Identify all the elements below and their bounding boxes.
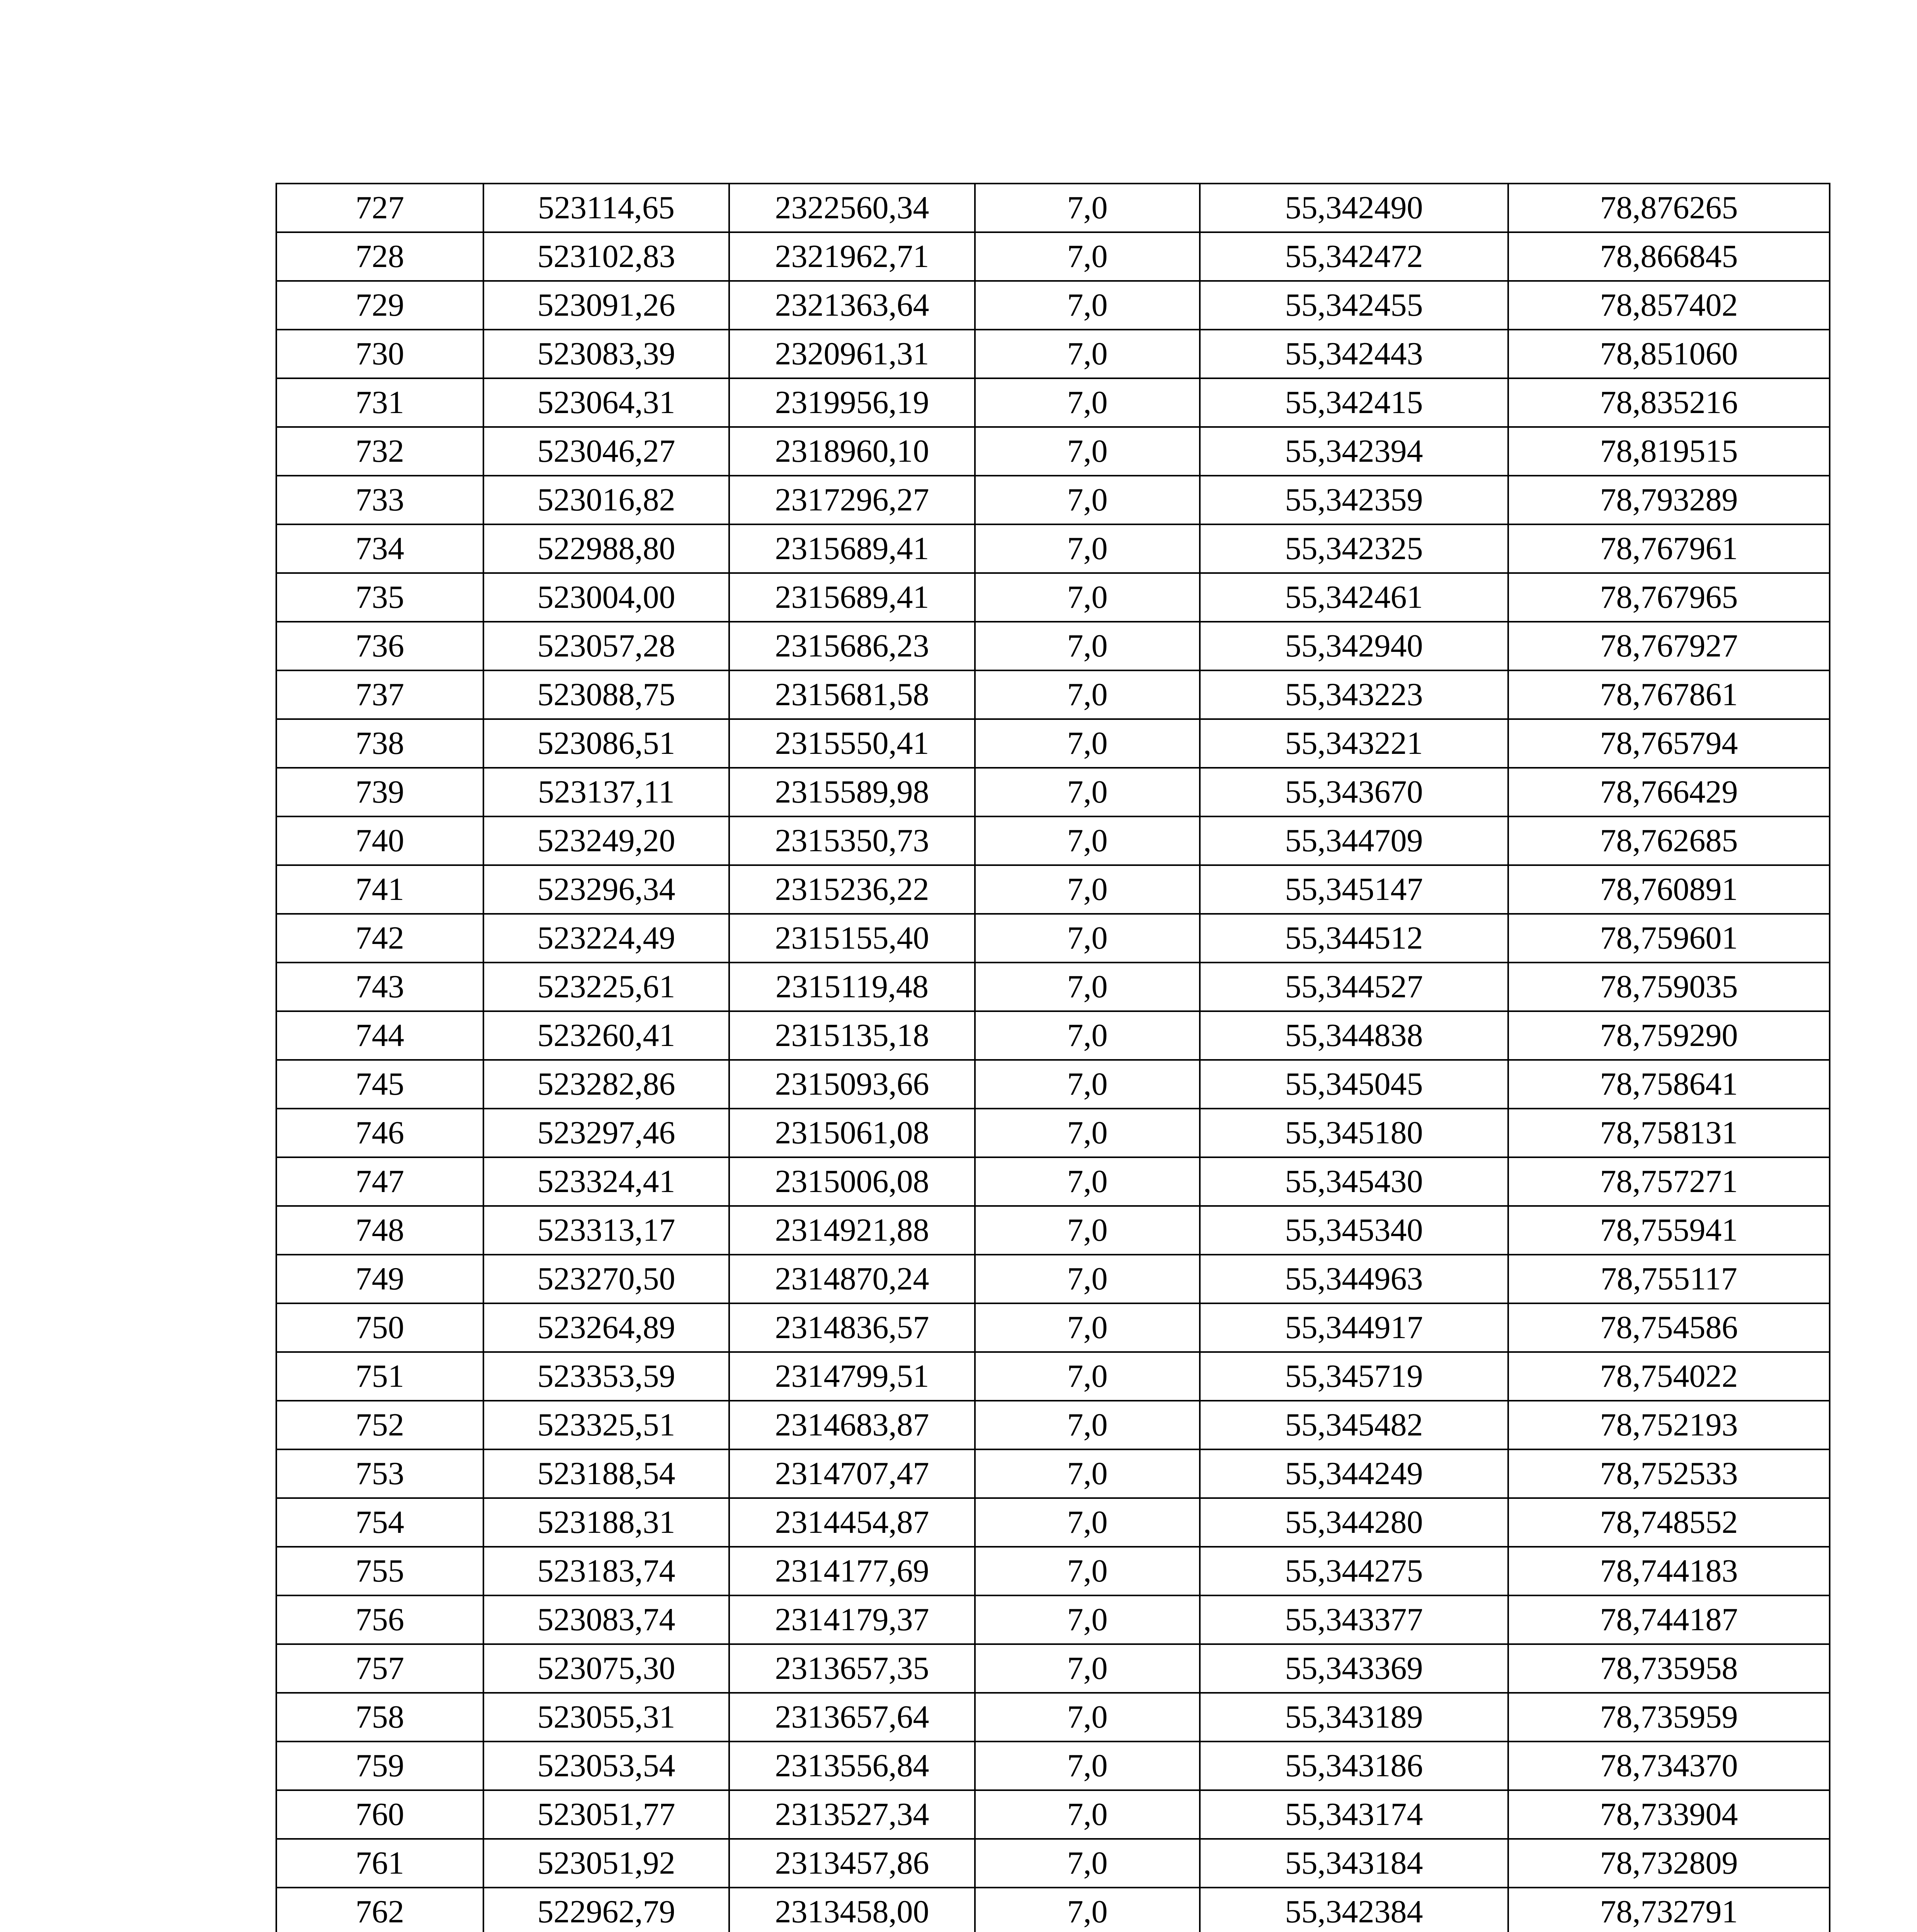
coordinates-table xyxy=(276,183,1830,1932)
value-cell: 7,0 xyxy=(975,1352,1200,1401)
longitude-cell: 78,748552 xyxy=(1508,1498,1830,1547)
latitude-cell: 55,342359 xyxy=(1200,476,1508,524)
longitude-cell: 78,759601 xyxy=(1508,914,1830,963)
longitude-cell: 78,819515 xyxy=(1508,427,1830,476)
point-number-cell: 738 xyxy=(276,719,483,768)
point-number-cell: 761 xyxy=(276,1839,483,1888)
table-row xyxy=(276,816,1830,865)
table-row xyxy=(276,719,1830,768)
latitude-cell: 55,343174 xyxy=(1200,1790,1508,1839)
table-row xyxy=(276,1790,1830,1839)
latitude-cell: 55,344963 xyxy=(1200,1255,1508,1303)
x-coordinate-cell: 523051,92 xyxy=(483,1839,729,1888)
latitude-cell: 55,344275 xyxy=(1200,1547,1508,1595)
x-coordinate-cell: 523224,49 xyxy=(483,914,729,963)
longitude-cell: 78,752533 xyxy=(1508,1449,1830,1498)
y-coordinate-cell: 2317296,27 xyxy=(729,476,975,524)
value-cell: 7,0 xyxy=(975,1888,1200,1932)
y-coordinate-cell: 2315686,23 xyxy=(729,622,975,670)
y-coordinate-cell: 2315006,08 xyxy=(729,1157,975,1206)
y-coordinate-cell: 2314177,69 xyxy=(729,1547,975,1595)
longitude-cell: 78,744187 xyxy=(1508,1595,1830,1644)
latitude-cell: 55,344280 xyxy=(1200,1498,1508,1547)
y-coordinate-cell: 2315119,48 xyxy=(729,963,975,1011)
point-number-cell: 734 xyxy=(276,524,483,573)
longitude-cell: 78,754586 xyxy=(1508,1303,1830,1352)
y-coordinate-cell: 2315681,58 xyxy=(729,670,975,719)
point-number-cell: 755 xyxy=(276,1547,483,1595)
value-cell: 7,0 xyxy=(975,1644,1200,1693)
point-number-cell: 739 xyxy=(276,768,483,816)
y-coordinate-cell: 2313657,35 xyxy=(729,1644,975,1693)
table-row xyxy=(276,476,1830,524)
value-cell: 7,0 xyxy=(975,1742,1200,1790)
latitude-cell: 55,345045 xyxy=(1200,1060,1508,1109)
longitude-cell: 78,857402 xyxy=(1508,281,1830,330)
y-coordinate-cell: 2313556,84 xyxy=(729,1742,975,1790)
x-coordinate-cell: 523260,41 xyxy=(483,1011,729,1060)
longitude-cell: 78,732791 xyxy=(1508,1888,1830,1932)
latitude-cell: 55,343670 xyxy=(1200,768,1508,816)
value-cell: 7,0 xyxy=(975,573,1200,622)
x-coordinate-cell: 523055,31 xyxy=(483,1693,729,1742)
point-number-cell: 736 xyxy=(276,622,483,670)
point-number-cell: 756 xyxy=(276,1595,483,1644)
table-row xyxy=(276,573,1830,622)
x-coordinate-cell: 523102,83 xyxy=(483,232,729,281)
point-number-cell: 743 xyxy=(276,963,483,1011)
value-cell: 7,0 xyxy=(975,1303,1200,1352)
longitude-cell: 78,767965 xyxy=(1508,573,1830,622)
coordinates-table-body xyxy=(276,184,1830,1932)
latitude-cell: 55,342415 xyxy=(1200,378,1508,427)
value-cell: 7,0 xyxy=(975,232,1200,281)
y-coordinate-cell: 2315589,98 xyxy=(729,768,975,816)
value-cell: 7,0 xyxy=(975,670,1200,719)
longitude-cell: 78,762685 xyxy=(1508,816,1830,865)
value-cell: 7,0 xyxy=(975,1839,1200,1888)
y-coordinate-cell: 2315093,66 xyxy=(729,1060,975,1109)
latitude-cell: 55,342325 xyxy=(1200,524,1508,573)
y-coordinate-cell: 2315236,22 xyxy=(729,865,975,914)
latitude-cell: 55,342455 xyxy=(1200,281,1508,330)
table-row xyxy=(276,1742,1830,1790)
x-coordinate-cell: 523324,41 xyxy=(483,1157,729,1206)
y-coordinate-cell: 2314707,47 xyxy=(729,1449,975,1498)
y-coordinate-cell: 2314179,37 xyxy=(729,1595,975,1644)
table-row xyxy=(276,1839,1830,1888)
point-number-cell: 750 xyxy=(276,1303,483,1352)
y-coordinate-cell: 2322560,34 xyxy=(729,184,975,232)
latitude-cell: 55,344838 xyxy=(1200,1011,1508,1060)
longitude-cell: 78,767961 xyxy=(1508,524,1830,573)
point-number-cell: 753 xyxy=(276,1449,483,1498)
value-cell: 7,0 xyxy=(975,1060,1200,1109)
x-coordinate-cell: 523016,82 xyxy=(483,476,729,524)
point-number-cell: 728 xyxy=(276,232,483,281)
point-number-cell: 727 xyxy=(276,184,483,232)
latitude-cell: 55,345719 xyxy=(1200,1352,1508,1401)
point-number-cell: 745 xyxy=(276,1060,483,1109)
longitude-cell: 78,733904 xyxy=(1508,1790,1830,1839)
longitude-cell: 78,734370 xyxy=(1508,1742,1830,1790)
longitude-cell: 78,851060 xyxy=(1508,330,1830,378)
point-number-cell: 748 xyxy=(276,1206,483,1255)
longitude-cell: 78,755941 xyxy=(1508,1206,1830,1255)
y-coordinate-cell: 2313458,00 xyxy=(729,1888,975,1932)
longitude-cell: 78,766429 xyxy=(1508,768,1830,816)
y-coordinate-cell: 2314799,51 xyxy=(729,1352,975,1401)
table-row xyxy=(276,1547,1830,1595)
value-cell: 7,0 xyxy=(975,427,1200,476)
table-row xyxy=(276,1157,1830,1206)
x-coordinate-cell: 523083,39 xyxy=(483,330,729,378)
table-row xyxy=(276,427,1830,476)
table-row xyxy=(276,184,1830,232)
y-coordinate-cell: 2313527,34 xyxy=(729,1790,975,1839)
latitude-cell: 55,343223 xyxy=(1200,670,1508,719)
x-coordinate-cell: 523249,20 xyxy=(483,816,729,865)
value-cell: 7,0 xyxy=(975,1401,1200,1449)
latitude-cell: 55,342940 xyxy=(1200,622,1508,670)
table-row xyxy=(276,1109,1830,1157)
value-cell: 7,0 xyxy=(975,1595,1200,1644)
x-coordinate-cell: 523325,51 xyxy=(483,1401,729,1449)
value-cell: 7,0 xyxy=(975,768,1200,816)
point-number-cell: 735 xyxy=(276,573,483,622)
table-row xyxy=(276,1693,1830,1742)
longitude-cell: 78,759290 xyxy=(1508,1011,1830,1060)
x-coordinate-cell: 523188,31 xyxy=(483,1498,729,1547)
table-row xyxy=(276,378,1830,427)
x-coordinate-cell: 523270,50 xyxy=(483,1255,729,1303)
longitude-cell: 78,758131 xyxy=(1508,1109,1830,1157)
table-row xyxy=(276,281,1830,330)
longitude-cell: 78,755117 xyxy=(1508,1255,1830,1303)
point-number-cell: 742 xyxy=(276,914,483,963)
value-cell: 7,0 xyxy=(975,622,1200,670)
latitude-cell: 55,343377 xyxy=(1200,1595,1508,1644)
x-coordinate-cell: 523091,26 xyxy=(483,281,729,330)
y-coordinate-cell: 2314454,87 xyxy=(729,1498,975,1547)
value-cell: 7,0 xyxy=(975,1011,1200,1060)
x-coordinate-cell: 523225,61 xyxy=(483,963,729,1011)
x-coordinate-cell: 523075,30 xyxy=(483,1644,729,1693)
point-number-cell: 762 xyxy=(276,1888,483,1932)
value-cell: 7,0 xyxy=(975,914,1200,963)
table-row xyxy=(276,1255,1830,1303)
value-cell: 7,0 xyxy=(975,524,1200,573)
y-coordinate-cell: 2318960,10 xyxy=(729,427,975,476)
x-coordinate-cell: 522988,80 xyxy=(483,524,729,573)
longitude-cell: 78,760891 xyxy=(1508,865,1830,914)
longitude-cell: 78,735958 xyxy=(1508,1644,1830,1693)
table-row xyxy=(276,1011,1830,1060)
y-coordinate-cell: 2315135,18 xyxy=(729,1011,975,1060)
x-coordinate-cell: 523088,75 xyxy=(483,670,729,719)
latitude-cell: 55,345340 xyxy=(1200,1206,1508,1255)
latitude-cell: 55,342461 xyxy=(1200,573,1508,622)
x-coordinate-cell: 523264,89 xyxy=(483,1303,729,1352)
y-coordinate-cell: 2321363,64 xyxy=(729,281,975,330)
latitude-cell: 55,342394 xyxy=(1200,427,1508,476)
value-cell: 7,0 xyxy=(975,1790,1200,1839)
point-number-cell: 757 xyxy=(276,1644,483,1693)
y-coordinate-cell: 2315689,41 xyxy=(729,524,975,573)
longitude-cell: 78,732809 xyxy=(1508,1839,1830,1888)
latitude-cell: 55,342472 xyxy=(1200,232,1508,281)
point-number-cell: 749 xyxy=(276,1255,483,1303)
point-number-cell: 752 xyxy=(276,1401,483,1449)
y-coordinate-cell: 2314921,88 xyxy=(729,1206,975,1255)
longitude-cell: 78,835216 xyxy=(1508,378,1830,427)
latitude-cell: 55,345430 xyxy=(1200,1157,1508,1206)
value-cell: 7,0 xyxy=(975,378,1200,427)
value-cell: 7,0 xyxy=(975,963,1200,1011)
latitude-cell: 55,343221 xyxy=(1200,719,1508,768)
y-coordinate-cell: 2319956,19 xyxy=(729,378,975,427)
x-coordinate-cell: 523297,46 xyxy=(483,1109,729,1157)
latitude-cell: 55,343186 xyxy=(1200,1742,1508,1790)
longitude-cell: 78,758641 xyxy=(1508,1060,1830,1109)
longitude-cell: 78,767927 xyxy=(1508,622,1830,670)
latitude-cell: 55,344512 xyxy=(1200,914,1508,963)
point-number-cell: 744 xyxy=(276,1011,483,1060)
table-row xyxy=(276,670,1830,719)
point-number-cell: 754 xyxy=(276,1498,483,1547)
x-coordinate-cell: 523086,51 xyxy=(483,719,729,768)
latitude-cell: 55,343369 xyxy=(1200,1644,1508,1693)
table-row xyxy=(276,1644,1830,1693)
longitude-cell: 78,876265 xyxy=(1508,184,1830,232)
point-number-cell: 737 xyxy=(276,670,483,719)
x-coordinate-cell: 523188,54 xyxy=(483,1449,729,1498)
latitude-cell: 55,342490 xyxy=(1200,184,1508,232)
latitude-cell: 55,343189 xyxy=(1200,1693,1508,1742)
value-cell: 7,0 xyxy=(975,281,1200,330)
x-coordinate-cell: 523051,77 xyxy=(483,1790,729,1839)
value-cell: 7,0 xyxy=(975,865,1200,914)
latitude-cell: 55,345147 xyxy=(1200,865,1508,914)
longitude-cell: 78,752193 xyxy=(1508,1401,1830,1449)
longitude-cell: 78,767861 xyxy=(1508,670,1830,719)
longitude-cell: 78,754022 xyxy=(1508,1352,1830,1401)
point-number-cell: 759 xyxy=(276,1742,483,1790)
table-row xyxy=(276,1401,1830,1449)
point-number-cell: 740 xyxy=(276,816,483,865)
x-coordinate-cell: 523183,74 xyxy=(483,1547,729,1595)
table-row xyxy=(276,1888,1830,1932)
table-row xyxy=(276,1498,1830,1547)
value-cell: 7,0 xyxy=(975,1255,1200,1303)
point-number-cell: 732 xyxy=(276,427,483,476)
y-coordinate-cell: 2315155,40 xyxy=(729,914,975,963)
point-number-cell: 731 xyxy=(276,378,483,427)
longitude-cell: 78,866845 xyxy=(1508,232,1830,281)
table-row xyxy=(276,1060,1830,1109)
table-row xyxy=(276,914,1830,963)
longitude-cell: 78,793289 xyxy=(1508,476,1830,524)
value-cell: 7,0 xyxy=(975,476,1200,524)
y-coordinate-cell: 2314870,24 xyxy=(729,1255,975,1303)
longitude-cell: 78,757271 xyxy=(1508,1157,1830,1206)
x-coordinate-cell: 523296,34 xyxy=(483,865,729,914)
x-coordinate-cell: 523046,27 xyxy=(483,427,729,476)
value-cell: 7,0 xyxy=(975,1206,1200,1255)
value-cell: 7,0 xyxy=(975,184,1200,232)
table-row xyxy=(276,768,1830,816)
longitude-cell: 78,759035 xyxy=(1508,963,1830,1011)
table-row xyxy=(276,1449,1830,1498)
table-row xyxy=(276,1595,1830,1644)
y-coordinate-cell: 2315350,73 xyxy=(729,816,975,865)
y-coordinate-cell: 2315689,41 xyxy=(729,573,975,622)
longitude-cell: 78,765794 xyxy=(1508,719,1830,768)
value-cell: 7,0 xyxy=(975,1547,1200,1595)
table-row xyxy=(276,622,1830,670)
point-number-cell: 751 xyxy=(276,1352,483,1401)
point-number-cell: 747 xyxy=(276,1157,483,1206)
point-number-cell: 730 xyxy=(276,330,483,378)
point-number-cell: 733 xyxy=(276,476,483,524)
point-number-cell: 760 xyxy=(276,1790,483,1839)
latitude-cell: 55,342443 xyxy=(1200,330,1508,378)
latitude-cell: 55,343184 xyxy=(1200,1839,1508,1888)
y-coordinate-cell: 2320961,31 xyxy=(729,330,975,378)
longitude-cell: 78,744183 xyxy=(1508,1547,1830,1595)
latitude-cell: 55,344917 xyxy=(1200,1303,1508,1352)
table-row xyxy=(276,1206,1830,1255)
value-cell: 7,0 xyxy=(975,330,1200,378)
y-coordinate-cell: 2313657,64 xyxy=(729,1693,975,1742)
table-row xyxy=(276,232,1830,281)
table-row xyxy=(276,1303,1830,1352)
y-coordinate-cell: 2314836,57 xyxy=(729,1303,975,1352)
table-row xyxy=(276,524,1830,573)
y-coordinate-cell: 2315550,41 xyxy=(729,719,975,768)
longitude-cell: 78,735959 xyxy=(1508,1693,1830,1742)
latitude-cell: 55,345482 xyxy=(1200,1401,1508,1449)
x-coordinate-cell: 523353,59 xyxy=(483,1352,729,1401)
value-cell: 7,0 xyxy=(975,1693,1200,1742)
y-coordinate-cell: 2313457,86 xyxy=(729,1839,975,1888)
latitude-cell: 55,344249 xyxy=(1200,1449,1508,1498)
table-row xyxy=(276,963,1830,1011)
value-cell: 7,0 xyxy=(975,1449,1200,1498)
x-coordinate-cell: 522962,79 xyxy=(483,1888,729,1932)
value-cell: 7,0 xyxy=(975,1109,1200,1157)
x-coordinate-cell: 523313,17 xyxy=(483,1206,729,1255)
x-coordinate-cell: 523057,28 xyxy=(483,622,729,670)
point-number-cell: 729 xyxy=(276,281,483,330)
latitude-cell: 55,345180 xyxy=(1200,1109,1508,1157)
x-coordinate-cell: 523137,11 xyxy=(483,768,729,816)
x-coordinate-cell: 523282,86 xyxy=(483,1060,729,1109)
x-coordinate-cell: 523064,31 xyxy=(483,378,729,427)
point-number-cell: 741 xyxy=(276,865,483,914)
table-row xyxy=(276,1352,1830,1401)
x-coordinate-cell: 523004,00 xyxy=(483,573,729,622)
value-cell: 7,0 xyxy=(975,816,1200,865)
value-cell: 7,0 xyxy=(975,1498,1200,1547)
value-cell: 7,0 xyxy=(975,719,1200,768)
latitude-cell: 55,344709 xyxy=(1200,816,1508,865)
table-row xyxy=(276,330,1830,378)
y-coordinate-cell: 2321962,71 xyxy=(729,232,975,281)
point-number-cell: 758 xyxy=(276,1693,483,1742)
y-coordinate-cell: 2314683,87 xyxy=(729,1401,975,1449)
x-coordinate-cell: 523083,74 xyxy=(483,1595,729,1644)
y-coordinate-cell: 2315061,08 xyxy=(729,1109,975,1157)
point-number-cell: 746 xyxy=(276,1109,483,1157)
value-cell: 7,0 xyxy=(975,1157,1200,1206)
x-coordinate-cell: 523053,54 xyxy=(483,1742,729,1790)
latitude-cell: 55,342384 xyxy=(1200,1888,1508,1932)
table-row xyxy=(276,865,1830,914)
x-coordinate-cell: 523114,65 xyxy=(483,184,729,232)
latitude-cell: 55,344527 xyxy=(1200,963,1508,1011)
